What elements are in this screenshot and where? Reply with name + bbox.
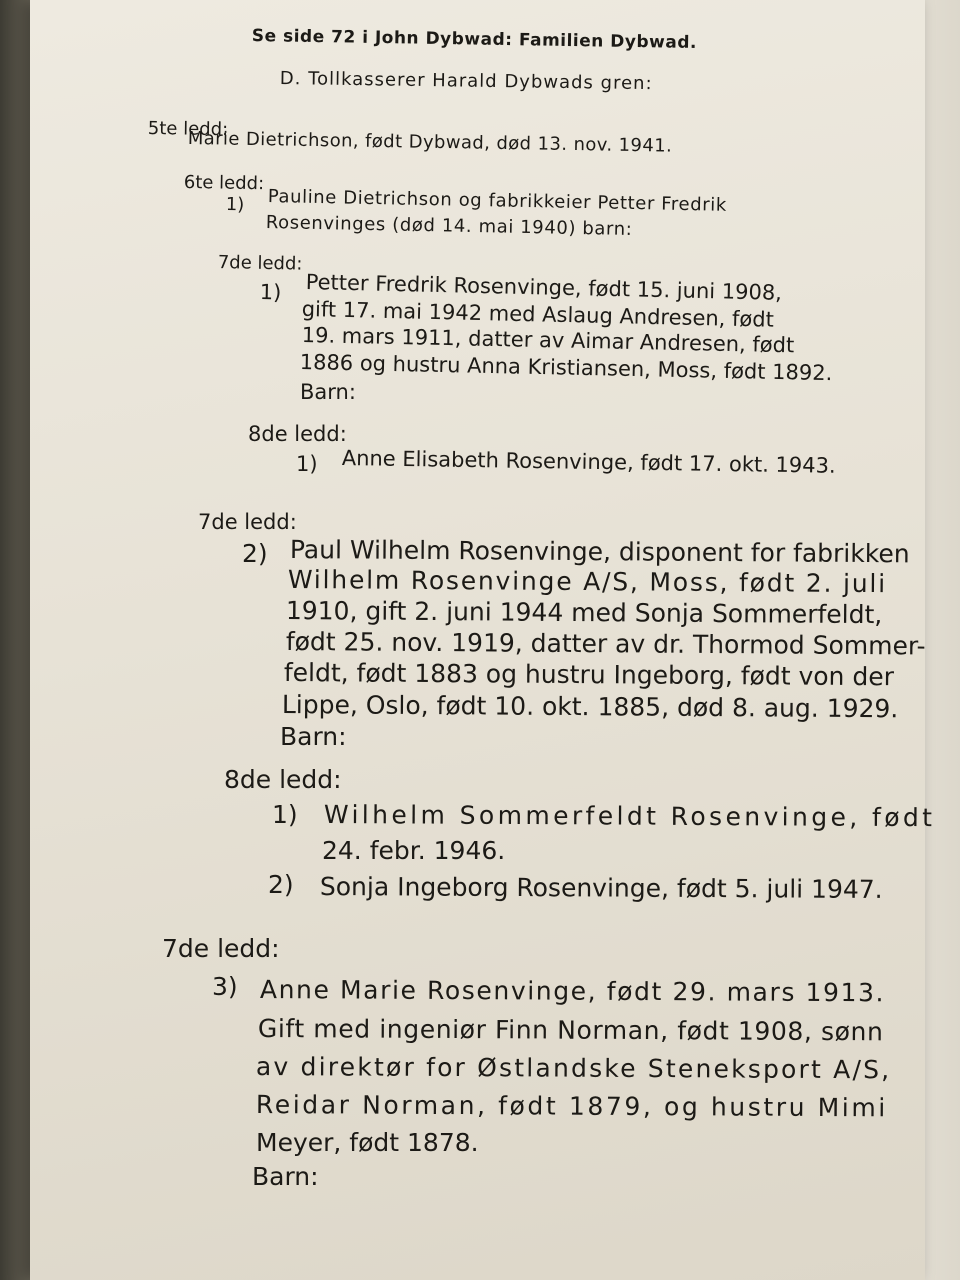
entry-line: Petter Fredrik Rosenvinge, født 15. juni 1908, <box>305 270 783 305</box>
generation-label: 8de ledd: <box>248 422 347 446</box>
entry-number: 1) <box>259 280 282 305</box>
entry-line: Paul Wilhelm Rosenvinge, disponent for fabrikken <box>289 535 910 569</box>
entry-line: gift 17. mai 1942 med Aslaug Andresen, født <box>301 297 775 332</box>
entry-line: Rosenvinges (død 14. mai 1940) barn: <box>265 212 633 241</box>
generation-label: 7de ledd: <box>162 934 280 963</box>
entry-line: 1910, gift 2. juni 1944 med Sonja Sommerfeldt, <box>285 596 883 630</box>
entry-number: 3) <box>212 972 238 1001</box>
entry-line: 24. febr. 1946. <box>322 836 506 865</box>
entry-line: født 25. nov. 1919, datter av dr. Thormod Sommer- <box>285 627 926 661</box>
entry-line: Barn: <box>252 1162 319 1191</box>
entry-line: Reidar Norman, født 1879, og hustru Mimi <box>255 1090 888 1123</box>
branch-heading: D. Tollkasserer Harald Dybwads gren: <box>279 68 653 95</box>
entry-line: Meyer, født 1878. <box>256 1128 479 1157</box>
entry-line: Anne Marie Rosenvinge, født 29. mars 1913. <box>259 975 886 1008</box>
entry-line: Sonja Ingeborg Rosenvinge, født 5. juli 1947. <box>319 872 883 904</box>
entry-text: Anne Elisabeth Rosenvinge, født 17. okt. 1943. <box>341 446 836 478</box>
entry-number: 1) <box>225 194 245 216</box>
entry-line: Wilhelm Rosenvinge A/S, Moss, født 2. juli <box>287 565 888 599</box>
entry-line: av direktør for Østlandske Steneksport A/S, <box>255 1052 892 1085</box>
entry-number: 2) <box>268 870 294 899</box>
entry-line: Barn: <box>280 722 347 751</box>
page-reference: Se side 72 i John Dybwad: Familien Dybwad. <box>251 26 698 53</box>
entry-line: Pauline Dietrichson og fabrikkeier Petter Fredrik <box>267 186 728 216</box>
entry-line: Gift med ingeniør Finn Norman, født 1908, sønn <box>257 1014 884 1047</box>
generation-label: 7de ledd: <box>217 252 303 275</box>
generation-label: 8de ledd: <box>224 765 342 794</box>
entry-line: Wilhelm Sommerfeldt Rosenvinge, født <box>323 800 936 833</box>
generation-label: 6te ledd: <box>183 172 265 195</box>
entry-text: Marie Dietrichson, født Dybwad, død 13. nov. 1941. <box>187 128 673 157</box>
entry-line: Barn: <box>300 380 356 404</box>
entry-number: 1) <box>272 800 298 829</box>
entry-line: Lippe, Oslo, født 10. okt. 1885, død 8. aug. 1929. <box>281 690 899 724</box>
entry-line: feldt, født 1883 og hustru Ingeborg, født von der <box>283 658 895 692</box>
book-page <box>30 0 936 1280</box>
generation-label: 5te ledd: <box>147 118 229 141</box>
generation-label: 7de ledd: <box>198 510 297 534</box>
entry-line: 1886 og hustru Anna Kristiansen, Moss, født 1892. <box>299 350 833 386</box>
entry-line: 19. mars 1911, datter av Aimar Andresen, født <box>301 323 795 358</box>
entry-number: 1) <box>296 452 318 476</box>
entry-number: 2) <box>242 539 268 568</box>
